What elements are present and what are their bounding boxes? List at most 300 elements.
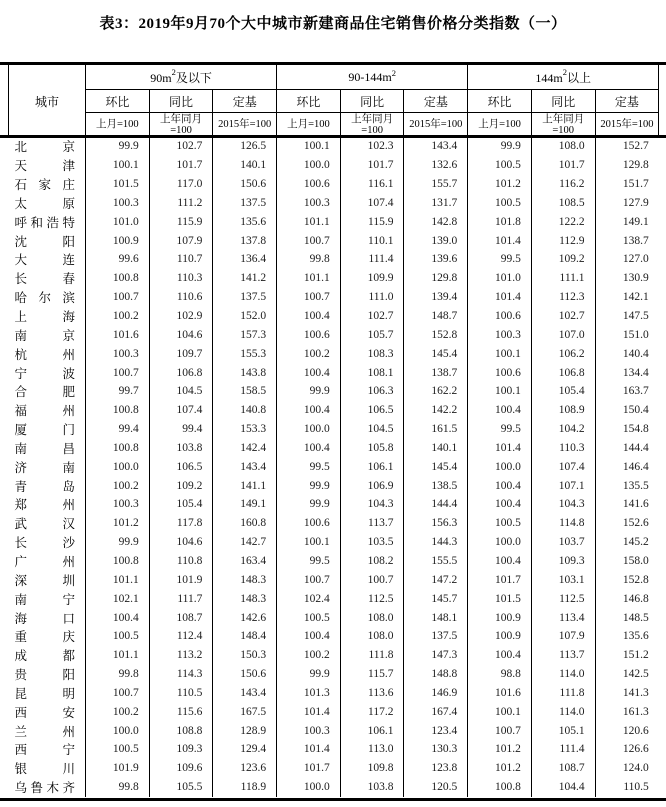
value-cell: 104.6: [149, 325, 213, 344]
value-cell: 144.4: [595, 439, 659, 458]
value-cell: 116.1: [340, 175, 404, 194]
value-cell: 137.5: [213, 194, 277, 213]
city-cell: 南昌: [14, 441, 75, 456]
value-cell: 107.0: [531, 325, 595, 344]
value-cell: 100.7: [277, 231, 341, 250]
value-cell: 104.4: [531, 778, 595, 797]
base-header-prev-year: 上年同月=100: [531, 113, 595, 138]
value-cell: 101.6: [86, 325, 150, 344]
value-cell: 147.2: [404, 570, 468, 589]
price-index-table: [8, 65, 659, 797]
value-cell: 110.3: [149, 269, 213, 288]
value-cell: 142.1: [595, 288, 659, 307]
value-cell: 105.1: [531, 721, 595, 740]
value-cell: 106.1: [340, 457, 404, 476]
value-cell: 146.8: [595, 589, 659, 608]
value-cell: 141.1: [213, 476, 277, 495]
value-cell: 106.1: [340, 721, 404, 740]
value-cell: 101.4: [277, 702, 341, 721]
group-label-pre: 90m: [150, 70, 172, 85]
value-cell: 139.6: [404, 250, 468, 269]
value-cell: 106.3: [340, 382, 404, 401]
value-cell: 137.8: [213, 231, 277, 250]
value-cell: 138.5: [404, 476, 468, 495]
value-cell: 101.7: [149, 156, 213, 175]
city-cell: 厦门: [14, 423, 75, 438]
city-cell: 昆明: [14, 686, 75, 701]
table-row: [9, 552, 659, 571]
table-row: [9, 212, 659, 231]
value-cell: 100.4: [468, 476, 532, 495]
value-cell: 131.7: [404, 194, 468, 213]
table-row: [9, 665, 659, 684]
value-cell: 99.8: [86, 778, 150, 797]
value-cell: 104.2: [531, 420, 595, 439]
value-cell: 129.4: [213, 740, 277, 759]
value-cell: 120.5: [404, 778, 468, 797]
value-cell: 100.6: [468, 363, 532, 382]
group-header-90-below: [86, 65, 277, 90]
value-cell: 107.9: [149, 231, 213, 250]
city-cell: 贵阳: [14, 668, 75, 683]
value-cell: 111.8: [340, 646, 404, 665]
metric-header-mom: 环比: [86, 90, 150, 113]
value-cell: 107.4: [531, 457, 595, 476]
city-cell: 南京: [14, 328, 75, 343]
value-cell: 100.1: [277, 137, 341, 156]
value-cell: 101.7: [340, 156, 404, 175]
value-cell: 108.7: [531, 759, 595, 778]
value-cell: 108.8: [149, 721, 213, 740]
value-cell: 142.7: [213, 533, 277, 552]
value-cell: 100.2: [86, 307, 150, 326]
table-row: [9, 683, 659, 702]
group-label-sup: 2: [562, 66, 568, 77]
value-cell: 109.2: [149, 476, 213, 495]
value-cell: 99.7: [86, 382, 150, 401]
value-cell: 103.8: [149, 439, 213, 458]
base-header-2015: 2015年=100: [404, 113, 468, 138]
value-cell: 139.0: [404, 231, 468, 250]
table-row: [9, 420, 659, 439]
value-cell: 112.3: [531, 288, 595, 307]
value-cell: 101.1: [86, 646, 150, 665]
base-header-prev-month: 上月=100: [277, 113, 341, 138]
city-cell: 福州: [14, 404, 75, 419]
value-cell: 101.2: [468, 175, 532, 194]
value-cell: 163.4: [213, 552, 277, 571]
table-row: [9, 439, 659, 458]
value-cell: 145.4: [404, 457, 468, 476]
city-cell: 南宁: [14, 592, 75, 607]
value-cell: 110.8: [149, 552, 213, 571]
value-cell: 107.9: [531, 627, 595, 646]
value-cell: 143.4: [213, 457, 277, 476]
value-cell: 111.7: [149, 589, 213, 608]
value-cell: 100.9: [86, 231, 150, 250]
city-cell: 沈阳: [14, 234, 75, 249]
value-cell: 110.3: [531, 439, 595, 458]
value-cell: 150.3: [213, 646, 277, 665]
value-cell: 141.2: [213, 269, 277, 288]
value-cell: 141.3: [595, 683, 659, 702]
value-cell: 107.4: [340, 194, 404, 213]
value-cell: 99.5: [277, 552, 341, 571]
value-cell: 114.3: [149, 665, 213, 684]
value-cell: 114.0: [531, 665, 595, 684]
table-row: [9, 476, 659, 495]
value-cell: 108.0: [531, 137, 595, 156]
value-cell: 99.9: [277, 476, 341, 495]
value-cell: 161.5: [404, 420, 468, 439]
value-cell: 100.4: [468, 495, 532, 514]
value-cell: 144.4: [404, 495, 468, 514]
value-cell: 158.0: [595, 552, 659, 571]
value-cell: 152.6: [595, 514, 659, 533]
value-cell: 108.1: [340, 363, 404, 382]
value-cell: 101.4: [468, 288, 532, 307]
value-cell: 101.9: [86, 759, 150, 778]
value-cell: 99.9: [86, 533, 150, 552]
value-cell: 126.6: [595, 740, 659, 759]
value-cell: 99.9: [277, 495, 341, 514]
city-cell: 郑州: [14, 498, 75, 513]
value-cell: 108.7: [149, 608, 213, 627]
value-cell: 106.5: [340, 401, 404, 420]
base-header-prev-month: 上月=100: [86, 113, 150, 138]
value-cell: 147.5: [595, 307, 659, 326]
city-cell: 青岛: [14, 479, 75, 494]
value-cell: 137.5: [404, 627, 468, 646]
value-cell: 100.5: [277, 608, 341, 627]
value-cell: 100.4: [277, 627, 341, 646]
value-cell: 100.7: [277, 570, 341, 589]
table-row: [9, 401, 659, 420]
value-cell: 100.4: [468, 401, 532, 420]
value-cell: 100.9: [468, 608, 532, 627]
value-cell: 100.8: [86, 401, 150, 420]
value-cell: 157.3: [213, 325, 277, 344]
value-cell: 122.2: [531, 212, 595, 231]
value-cell: 100.4: [277, 307, 341, 326]
value-cell: 127.9: [595, 194, 659, 213]
value-cell: 100.9: [468, 627, 532, 646]
value-cell: 100.4: [468, 646, 532, 665]
table-row: [9, 457, 659, 476]
value-cell: 163.7: [595, 382, 659, 401]
table-row: [9, 344, 659, 363]
value-cell: 130.9: [595, 269, 659, 288]
value-cell: 123.6: [213, 759, 277, 778]
value-cell: 138.7: [404, 363, 468, 382]
value-cell: 110.5: [595, 778, 659, 797]
value-cell: 108.5: [531, 194, 595, 213]
value-cell: 137.5: [213, 288, 277, 307]
table-row: [9, 570, 659, 589]
value-cell: 111.8: [531, 683, 595, 702]
value-cell: 100.6: [277, 175, 341, 194]
value-cell: 141.6: [595, 495, 659, 514]
table-row: [9, 288, 659, 307]
value-cell: 129.8: [595, 156, 659, 175]
value-cell: 154.8: [595, 420, 659, 439]
table-row: [9, 759, 659, 778]
value-cell: 109.6: [149, 759, 213, 778]
value-cell: 135.6: [595, 627, 659, 646]
value-cell: 142.4: [213, 439, 277, 458]
value-cell: 100.8: [86, 269, 150, 288]
city-cell: 重庆: [14, 630, 75, 645]
value-cell: 143.8: [213, 363, 277, 382]
metric-header-fixed: 定基: [404, 90, 468, 113]
city-cell: 哈尔滨: [14, 291, 75, 306]
city-cell: 太原: [14, 196, 75, 211]
value-cell: 101.2: [468, 759, 532, 778]
value-cell: 102.4: [277, 589, 341, 608]
value-cell: 155.7: [404, 175, 468, 194]
value-cell: 123.4: [404, 721, 468, 740]
value-cell: 109.3: [531, 552, 595, 571]
value-cell: 100.1: [277, 533, 341, 552]
value-cell: 153.3: [213, 420, 277, 439]
value-cell: 100.3: [277, 194, 341, 213]
value-cell: 147.3: [404, 646, 468, 665]
value-cell: 142.2: [404, 401, 468, 420]
value-cell: 100.7: [277, 288, 341, 307]
value-cell: 149.1: [213, 495, 277, 514]
value-cell: 117.8: [149, 514, 213, 533]
city-cell: 呼和浩特: [14, 215, 75, 230]
value-cell: 100.7: [86, 288, 150, 307]
value-cell: 145.2: [595, 533, 659, 552]
table-row: [9, 194, 659, 213]
value-cell: 101.2: [86, 514, 150, 533]
value-cell: 99.5: [277, 457, 341, 476]
value-cell: 106.9: [340, 476, 404, 495]
value-cell: 100.7: [86, 363, 150, 382]
value-cell: 160.8: [213, 514, 277, 533]
value-cell: 99.8: [277, 250, 341, 269]
value-cell: 110.6: [149, 288, 213, 307]
value-cell: 100.3: [277, 721, 341, 740]
city-cell: 宁波: [14, 366, 75, 381]
table-row: [9, 231, 659, 250]
value-cell: 158.5: [213, 382, 277, 401]
city-cell: 大连: [14, 253, 75, 268]
value-cell: 101.4: [468, 231, 532, 250]
value-cell: 100.1: [468, 382, 532, 401]
value-cell: 142.6: [213, 608, 277, 627]
value-cell: 108.0: [340, 627, 404, 646]
value-cell: 98.8: [468, 665, 532, 684]
base-header-2015: 2015年=100: [595, 113, 659, 138]
value-cell: 102.7: [149, 137, 213, 156]
value-cell: 105.4: [531, 382, 595, 401]
value-cell: 145.4: [404, 344, 468, 363]
value-cell: 100.7: [86, 683, 150, 702]
value-cell: 101.1: [86, 570, 150, 589]
value-cell: 112.4: [149, 627, 213, 646]
value-cell: 100.3: [86, 344, 150, 363]
table-body: [9, 137, 659, 797]
value-cell: 134.4: [595, 363, 659, 382]
value-cell: 102.7: [340, 307, 404, 326]
value-cell: 113.2: [149, 646, 213, 665]
city-cell: 北京: [14, 140, 75, 155]
city-cell: 天津: [14, 159, 75, 174]
value-cell: 150.6: [213, 175, 277, 194]
value-cell: 100.2: [277, 646, 341, 665]
value-cell: 104.6: [149, 533, 213, 552]
value-cell: 100.0: [277, 778, 341, 797]
group-header-90-144: [277, 65, 468, 90]
value-cell: 100.8: [468, 778, 532, 797]
value-cell: 100.7: [468, 721, 532, 740]
base-header-prev-year: 上年同月=100: [149, 113, 213, 138]
city-cell: 济南: [14, 460, 75, 475]
value-cell: 115.6: [149, 702, 213, 721]
table-row: [9, 627, 659, 646]
value-cell: 106.2: [531, 344, 595, 363]
metric-header-mom: 环比: [277, 90, 341, 113]
table-row: [9, 514, 659, 533]
group-label-pre: 144m: [535, 70, 563, 85]
value-cell: 101.5: [468, 589, 532, 608]
value-cell: 99.9: [277, 665, 341, 684]
value-cell: 100.0: [277, 156, 341, 175]
value-cell: 115.9: [149, 212, 213, 231]
value-cell: 126.5: [213, 137, 277, 156]
metric-header-fixed: 定基: [595, 90, 659, 113]
value-cell: 152.8: [595, 570, 659, 589]
group-label-pre: 90-144m: [348, 69, 392, 84]
value-cell: 152.0: [213, 307, 277, 326]
value-cell: 113.0: [340, 740, 404, 759]
value-cell: 123.8: [404, 759, 468, 778]
value-cell: 102.3: [340, 137, 404, 156]
value-cell: 100.8: [86, 439, 150, 458]
value-cell: 143.4: [213, 683, 277, 702]
value-cell: 100.4: [468, 552, 532, 571]
value-cell: 102.1: [86, 589, 150, 608]
metric-header-fixed: 定基: [213, 90, 277, 113]
value-cell: 99.6: [86, 250, 150, 269]
value-cell: 105.7: [340, 325, 404, 344]
value-cell: 100.5: [468, 194, 532, 213]
value-cell: 167.4: [404, 702, 468, 721]
value-cell: 100.6: [468, 307, 532, 326]
table-row: [9, 778, 659, 797]
value-cell: 109.3: [149, 740, 213, 759]
value-cell: 100.4: [86, 608, 150, 627]
value-cell: 144.3: [404, 533, 468, 552]
value-cell: 105.5: [149, 778, 213, 797]
value-cell: 99.9: [277, 382, 341, 401]
value-cell: 111.2: [149, 194, 213, 213]
value-cell: 99.5: [468, 250, 532, 269]
value-cell: 101.7: [468, 570, 532, 589]
table-row: [9, 307, 659, 326]
value-cell: 100.6: [277, 325, 341, 344]
value-cell: 150.4: [595, 401, 659, 420]
value-cell: 113.4: [531, 608, 595, 627]
value-cell: 100.1: [468, 702, 532, 721]
value-cell: 99.4: [149, 420, 213, 439]
table-row: [9, 269, 659, 288]
value-cell: 135.6: [213, 212, 277, 231]
value-cell: 146.4: [595, 457, 659, 476]
table-row: [9, 721, 659, 740]
value-cell: 139.4: [404, 288, 468, 307]
value-cell: 101.4: [468, 439, 532, 458]
value-cell: 127.0: [595, 250, 659, 269]
value-cell: 129.8: [404, 269, 468, 288]
value-cell: 99.4: [86, 420, 150, 439]
value-cell: 100.4: [277, 401, 341, 420]
city-cell: 石家庄: [14, 178, 75, 193]
value-cell: 100.0: [468, 533, 532, 552]
table-row: [9, 137, 659, 156]
value-cell: 106.8: [149, 363, 213, 382]
value-cell: 112.9: [531, 231, 595, 250]
value-cell: 111.0: [340, 288, 404, 307]
value-cell: 138.7: [595, 231, 659, 250]
value-cell: 151.7: [595, 175, 659, 194]
value-cell: 152.7: [595, 137, 659, 156]
base-header-row: [9, 113, 659, 138]
value-cell: 113.7: [340, 514, 404, 533]
value-cell: 101.6: [468, 683, 532, 702]
value-cell: 109.2: [531, 250, 595, 269]
metric-header-yoy: 同比: [531, 90, 595, 113]
value-cell: 140.1: [213, 156, 277, 175]
metric-header-yoy: 同比: [340, 90, 404, 113]
group-label-post: 及以下: [175, 70, 212, 85]
group-header-row: [9, 65, 659, 90]
value-cell: 101.8: [468, 212, 532, 231]
value-cell: 112.5: [340, 589, 404, 608]
table-row: [9, 363, 659, 382]
value-cell: 108.0: [340, 608, 404, 627]
value-cell: 100.5: [468, 514, 532, 533]
value-cell: 120.6: [595, 721, 659, 740]
value-cell: 115.7: [340, 665, 404, 684]
value-cell: 130.3: [404, 740, 468, 759]
value-cell: 100.0: [468, 457, 532, 476]
value-cell: 104.3: [340, 495, 404, 514]
value-cell: 110.5: [149, 683, 213, 702]
value-cell: 155.3: [213, 344, 277, 363]
value-cell: 101.9: [149, 570, 213, 589]
value-cell: 152.8: [404, 325, 468, 344]
value-cell: 100.4: [277, 363, 341, 382]
value-cell: 111.4: [531, 740, 595, 759]
value-cell: 142.5: [595, 665, 659, 684]
table-title: 表3：2019年9月70个大中城市新建商品住宅销售价格分类指数（一）: [99, 16, 567, 32]
city-cell: 成都: [14, 649, 75, 664]
value-cell: 107.4: [149, 401, 213, 420]
value-cell: 101.5: [86, 175, 150, 194]
value-cell: 100.8: [86, 552, 150, 571]
value-cell: 100.7: [340, 570, 404, 589]
city-cell: 乌鲁木齐: [14, 781, 75, 796]
value-cell: 112.5: [531, 589, 595, 608]
value-cell: 101.7: [277, 759, 341, 778]
value-cell: 101.1: [277, 212, 341, 231]
table-row: [9, 325, 659, 344]
value-cell: 100.2: [86, 702, 150, 721]
metric-header-row: [9, 90, 659, 113]
